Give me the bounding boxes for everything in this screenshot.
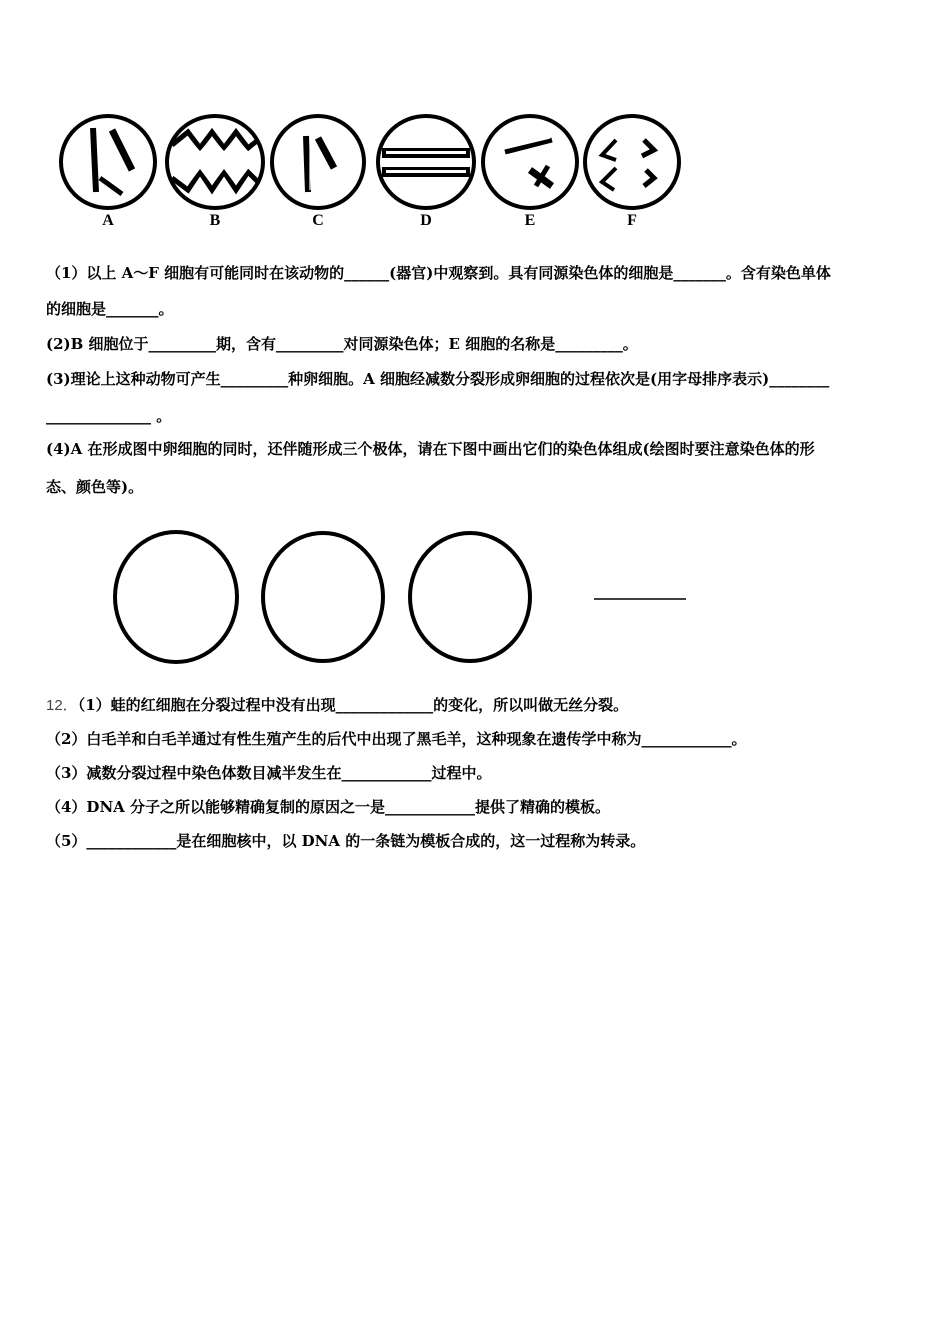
cell-label-b: B [209,212,221,229]
q12-line-5: （5）____________是在细胞核中，以 DNA 的一条链为模板合成的，这一过程称为转录。 [46,832,646,850]
drawing-circle-1 [115,532,237,662]
cell-division-figure [0,0,950,240]
cell-e-diagram [483,116,577,208]
cell-label-c: C [312,212,324,229]
q12-line-4: （4）DNA 分子之所以能够精确复制的原因之一是____________提供了精确的模板。 [46,798,611,816]
drawing-circle-2 [263,533,383,661]
cell-label-f: F [627,212,637,229]
cell-label-d: D [420,212,432,229]
q12-line-2: （2）白毛羊和白毛羊通过有性生殖产生的后代中出现了黑毛羊，这种现象在遗传学中称为____________。 [46,730,747,748]
cell-a-diagram [61,116,155,208]
q11-line-3: (2)B 细胞位于_________期，含有_________对同源染色体；E 细胞的名称是_________。 [46,335,638,353]
cell-b-diagram [167,116,263,208]
q12-line-3: （3）减数分裂过程中染色体数目减半发生在____________过程中。 [46,764,492,782]
cell-label-a: A [102,212,114,229]
q11-line-4: (3)理论上这种动物可产生_________种卵细胞。A 细胞经减数分裂形成卵细胞的过程依次是(用字母排序表示)________ [46,370,830,388]
drawing-circle-3 [410,533,530,661]
q11-line-5: ______________ 。 [46,407,172,425]
q12-number: 12． [46,697,78,714]
cell-label-e: E [524,212,536,229]
polar-body-drawing-area [0,525,950,675]
q11-line-6: (4)A 在形成图中卵细胞的同时，还伴随形成三个极体，请在下图中画出它们的染色体组成(绘图时要注意染色体的形 [46,440,815,458]
q12-line-1 [46,694,628,715]
q11-line-2: 的细胞是_______。 [46,300,174,318]
cell-d-diagram [378,116,474,208]
cell-f-diagram [585,116,679,208]
q12-text-1: （1）蛙的红细胞在分裂过程中没有出现_____________的变化，所以叫做无丝分裂。 [77,696,629,714]
cell-c-diagram [272,116,364,208]
q11-line-1: （1）以上 A～F 细胞有可能同时在该动物的______(器官)中观察到。具有同源染色体的细胞是_______。含有染色单体 [46,264,831,282]
q11-line-7: 态、颜色等)。 [46,478,144,496]
